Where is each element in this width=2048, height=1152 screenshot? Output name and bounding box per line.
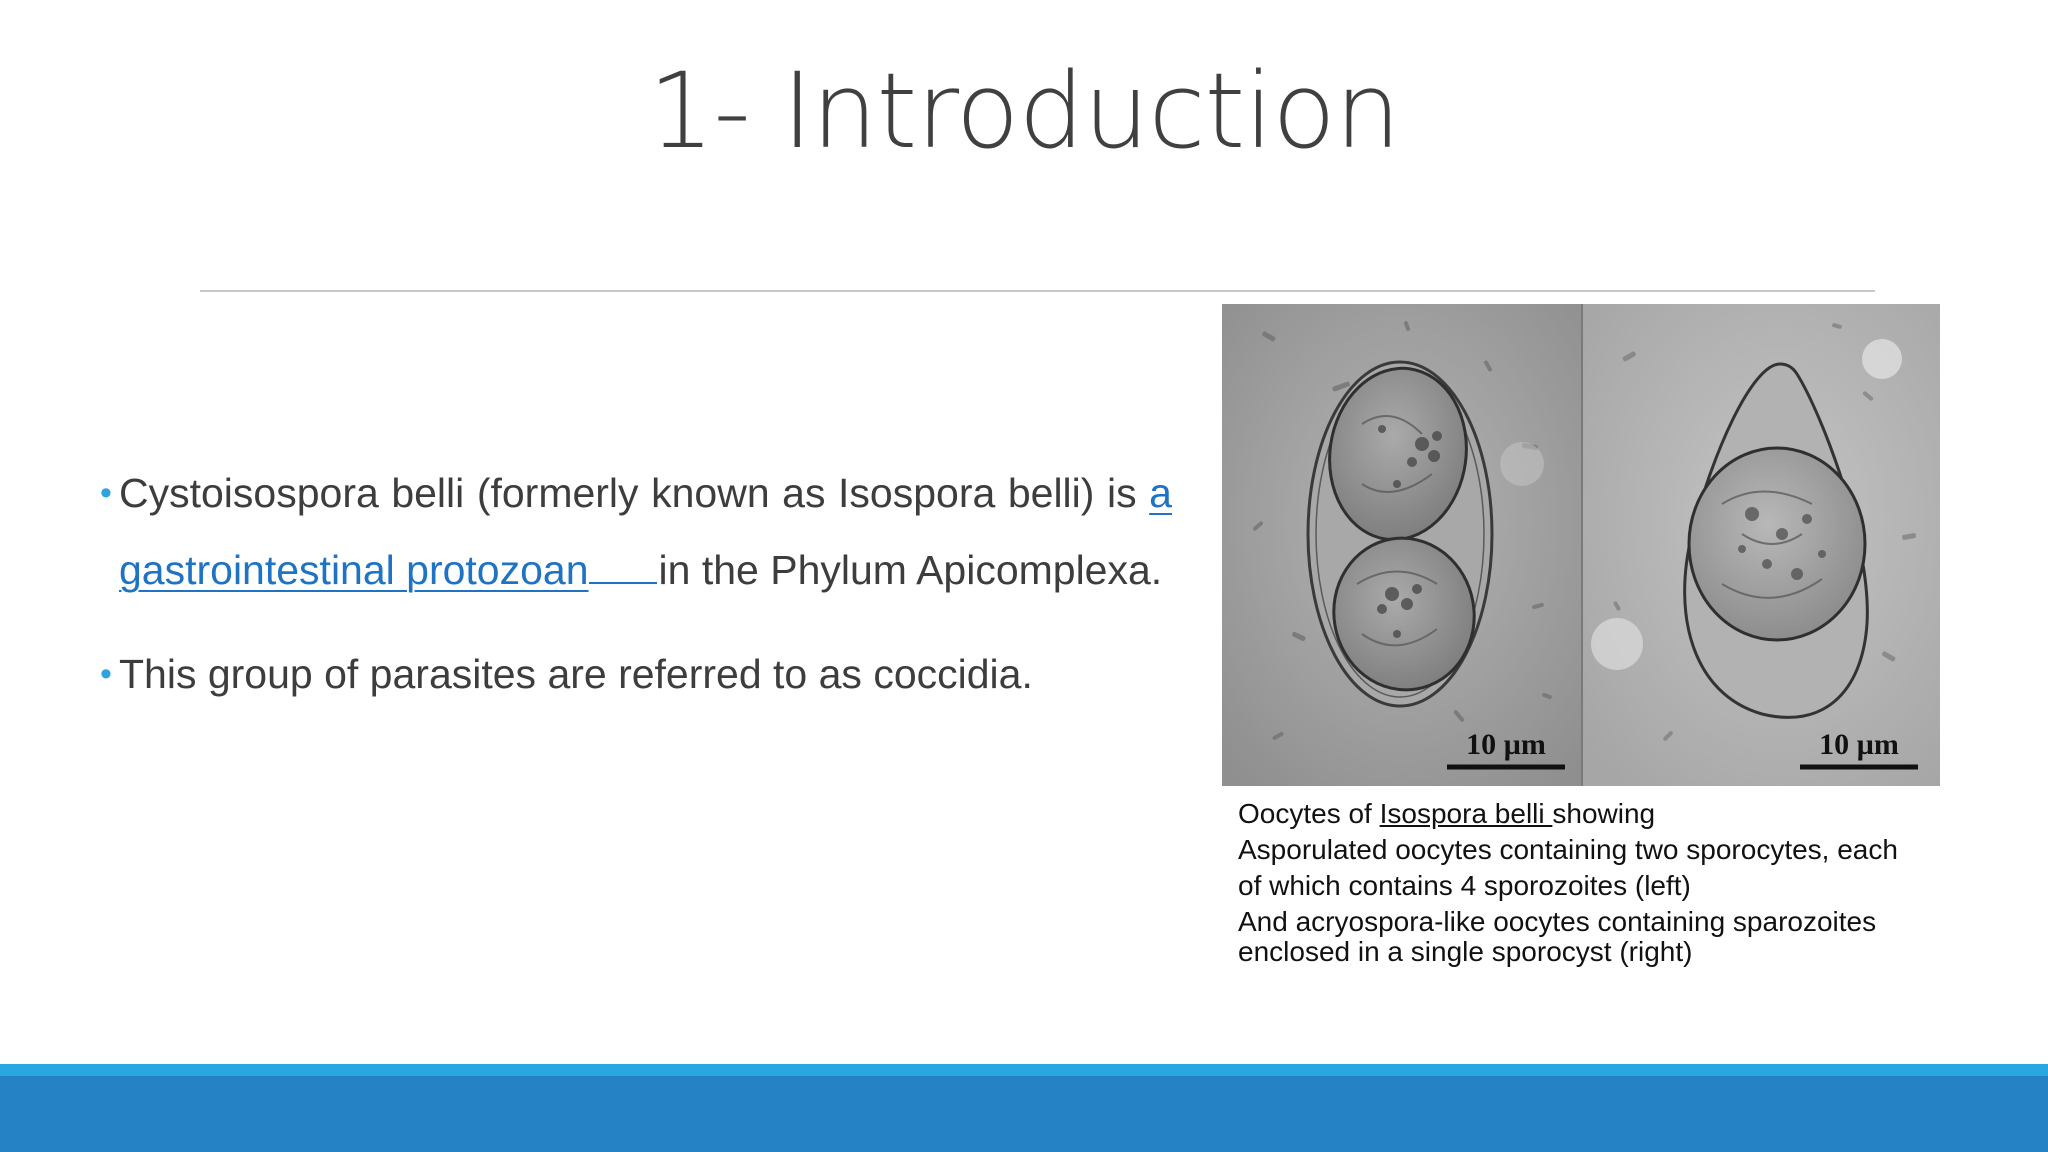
bullet-text-continued: in the Phylum Apicomplexa. — [658, 547, 1163, 593]
protozoan-link[interactable]: a gastrointestinal protozoan — [119, 470, 1172, 593]
figure-caption — [1238, 796, 1958, 970]
scale-label-left: 10 µm — [1466, 728, 1546, 761]
bullet-dot-icon: • — [100, 655, 112, 693]
caption-line: enclosed in a single sporocyst (right) — [1238, 936, 1693, 967]
slide-title: 1- Introduction — [648, 50, 1400, 172]
caption-text: showing — [1552, 798, 1656, 829]
bullet-text: Cystoisospora belli (formerly known as Isospora belli) is — [119, 470, 1137, 516]
bullet-text: This group of parasites are referred to as coccidia. — [119, 651, 1033, 697]
bullet-item — [100, 636, 1172, 713]
scale-label-right: 10 µm — [1819, 728, 1899, 761]
caption-species-name: Isospora belli — [1379, 798, 1553, 829]
footer-accent-bar — [0, 1064, 2048, 1076]
caption-line: of which contains 4 sporozoites (left) — [1238, 870, 1691, 901]
bullet-item — [100, 455, 1172, 609]
caption-text: Oocytes of — [1238, 798, 1380, 829]
caption-line: And acryospora-like oocytes containing sparozoites — [1238, 906, 1877, 937]
oocyte-micrograph — [1222, 304, 1940, 786]
title-divider — [200, 290, 1875, 292]
bullet-dot-icon: • — [100, 474, 112, 512]
caption-line: Asporulated oocytes containing two sporocytes, each — [1238, 834, 1898, 865]
slide-body — [100, 455, 1172, 713]
footer-bar — [0, 1076, 2048, 1152]
link-underline-tail — [589, 538, 657, 584]
caption-line — [1238, 796, 1958, 832]
